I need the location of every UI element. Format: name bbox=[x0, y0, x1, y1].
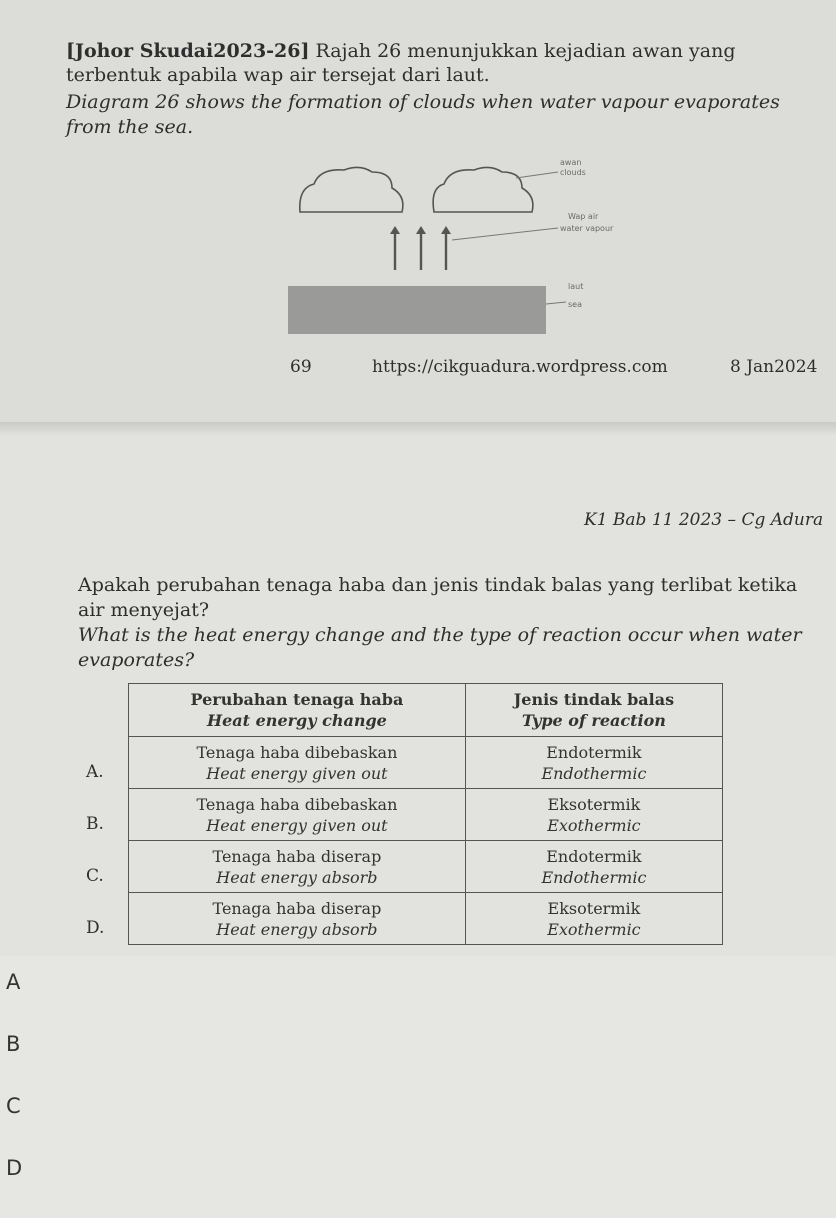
label-sea-english: sea bbox=[568, 300, 582, 309]
row-a-reaction-type bbox=[465, 737, 722, 789]
footer-url: https://cikguadura.wordpress.com bbox=[372, 357, 668, 377]
question-malay-text: Rajah 26 menunjukkan kejadian awan yang bbox=[315, 40, 736, 62]
row-letter-d: D. bbox=[86, 918, 105, 938]
row-c-reaction-type bbox=[465, 841, 722, 893]
label-cloud-malay: awan bbox=[560, 158, 582, 167]
cloud-left bbox=[300, 167, 403, 212]
row-b-reaction-type bbox=[465, 789, 722, 841]
prompt-malay-line-2: air menyejat? bbox=[78, 599, 210, 621]
header-col2-malay: Jenis tindak balas bbox=[513, 690, 675, 709]
label-sea-malay: laut bbox=[568, 282, 584, 291]
sea-pointer bbox=[546, 302, 566, 304]
sea-block bbox=[288, 286, 546, 334]
footer-date: 8 Jan2024 bbox=[730, 357, 818, 377]
prompt-english-line-2: evaporates? bbox=[78, 649, 195, 671]
cell-malay: Endotermik bbox=[546, 742, 642, 762]
header-type-of-reaction bbox=[465, 684, 722, 737]
vapour-pointer bbox=[452, 228, 558, 240]
row-letter-a: A. bbox=[86, 762, 104, 782]
cell-english: Heat energy given out bbox=[206, 815, 388, 835]
cell-malay: Eksotermik bbox=[547, 898, 641, 918]
page-divider bbox=[0, 422, 836, 436]
header-col1-malay: Perubahan tenaga haba bbox=[190, 690, 404, 709]
cloud-formation-diagram bbox=[0, 0, 836, 350]
cell-malay: Tenaga haba diserap bbox=[212, 898, 382, 918]
cloud-right bbox=[433, 167, 533, 212]
cell-english: Exothermic bbox=[547, 815, 641, 835]
question-english-line-2: from the sea. bbox=[66, 116, 194, 138]
page-number: 69 bbox=[290, 357, 312, 377]
cell-english: Heat energy absorb bbox=[216, 919, 378, 939]
cell-english: Endothermic bbox=[541, 763, 647, 783]
table-row bbox=[129, 737, 723, 789]
row-b-energy-change bbox=[129, 789, 466, 841]
chapter-reference: K1 Bab 11 2023 – Cg Adura bbox=[584, 510, 824, 530]
cell-english: Heat energy absorb bbox=[216, 867, 378, 887]
prompt-malay-line-1: Apakah perubahan tenaga haba dan jenis tindak balas yang terlibat ketika bbox=[78, 574, 798, 596]
answer-choice-b[interactable]: B bbox=[6, 1032, 21, 1056]
row-a-energy-change bbox=[129, 737, 466, 789]
cell-english: Heat energy given out bbox=[206, 763, 388, 783]
cloud-pointer bbox=[516, 172, 558, 178]
cell-malay: Eksotermik bbox=[547, 794, 641, 814]
table-header-row bbox=[129, 684, 723, 737]
label-vapour-malay: Wap air bbox=[568, 212, 599, 221]
cell-malay: Tenaga haba dibebaskan bbox=[196, 742, 398, 762]
table-row bbox=[129, 841, 723, 893]
label-cloud-english: clouds bbox=[560, 168, 586, 177]
row-letter-b: B. bbox=[86, 814, 104, 834]
answer-choice-a[interactable]: A bbox=[6, 970, 21, 994]
answer-choice-c[interactable]: C bbox=[6, 1094, 21, 1118]
question-source-tag: [Johor Skudai2023-26] bbox=[66, 40, 310, 62]
header-heat-energy-change bbox=[129, 684, 466, 737]
header-col2-english: Type of reaction bbox=[521, 711, 666, 730]
cell-malay: Endotermik bbox=[546, 846, 642, 866]
table-row bbox=[129, 789, 723, 841]
row-d-reaction-type bbox=[465, 893, 722, 945]
row-c-energy-change bbox=[129, 841, 466, 893]
label-vapour-english: water vapour bbox=[560, 224, 614, 233]
answer-choice-d[interactable]: D bbox=[6, 1156, 23, 1180]
cell-english: Exothermic bbox=[547, 919, 641, 939]
question-english-line-1: Diagram 26 shows the formation of clouds when water vapour evaporates bbox=[66, 91, 780, 113]
prompt-english-line-1: What is the heat energy change and the type of reaction occur when water bbox=[78, 624, 802, 646]
row-d-energy-change bbox=[129, 893, 466, 945]
cell-english: Endothermic bbox=[541, 867, 647, 887]
table-row bbox=[129, 893, 723, 945]
cell-malay: Tenaga haba dibebaskan bbox=[196, 794, 398, 814]
question-malay-line-2: terbentuk apabila wap air tersejat dari laut. bbox=[66, 64, 490, 86]
header-col1-english: Heat energy change bbox=[207, 711, 387, 730]
cell-malay: Tenaga haba diserap bbox=[212, 846, 382, 866]
row-letter-c: C. bbox=[86, 866, 104, 886]
answer-options-table bbox=[128, 683, 723, 945]
